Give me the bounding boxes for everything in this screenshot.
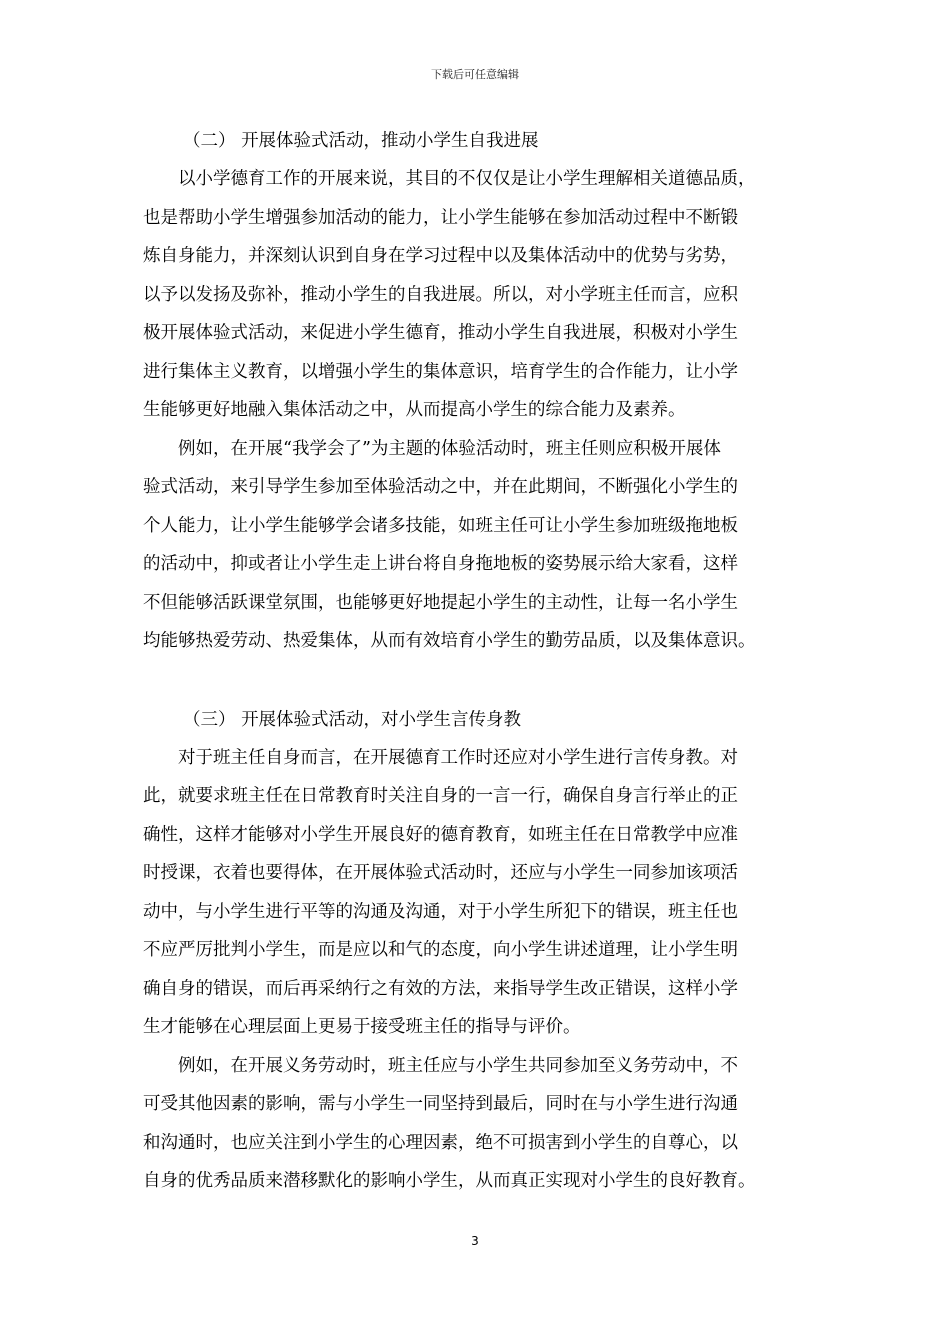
section-3 [143,701,819,1201]
paragraph: 例如，在开展义务劳动时，班主任应与小学生共同参加至义务劳动中，不 可受其他因素的影响，需与小学生一同坚持到最后，同时在与小学生进行沟通 和沟通时，也应关注到小学生的心理因素，绝不可损害到小学生的自尊心，以 自身的优秀品质来潜移默化的影响小学生，从而真正实现对小学生的良好教育。 [143,1055,756,1191]
paragraph: 例如，在开展“我学会了”为主题的体验活动时，班主任则应积极开展体 验式活动，来引导学生参加至体验活动之中，并在此期间，不断强化小学生的 个人能力，让小学生能够学会诸多技能，如班主任可让小学生参加班级拖地板 的活动中，抑或者让小学生走上讲台将自身拖地板的姿势展示给大家看，这样 不但能够活跃课堂氛围，也能够更好地提起小学生的主动性，让每一名小学生 均能够热爱劳动、热爱集体，从而有效培育小学生的勤劳品质，以及集体意识。 [143,438,756,651]
page-header: 下载后可任意编辑 [431,68,519,81]
paragraph: 对于班主任自身而言，在开展德育工作时还应对小学生进行言传身教。对 此，就要求班主任在日常教育时关注自身的一言一行，确保自身言行举止的正 确性，这样才能够对小学生开展良好的德育教育，如班主任在日常教学中应准 时授课，衣着也要得体，在开展体验式活动时，还应与小学生一同参加该项活 动中，与小学生进行平等的沟通及沟通，对于小学生所犯下的错误，班主任也 不应严厉批判小学生，而是应以和气的态度，向小学生讲述道理，让小学生明 确自身的错误，而后再采纳行之有效的方法，来指导学生改正错误，这样小学 生才能够在心理层面上更易于接受班主任的指导与评价。 [143,747,738,1037]
section-heading: （二） 开展体验式活动，推动小学生自我进展 [183,131,539,151]
document-body [143,122,819,1201]
section-heading: （三） 开展体验式活动，对小学生言传身教 [183,709,522,730]
page-number: 3 [471,1234,479,1248]
paragraph: 以小学德育工作的开展来说，其目的不仅仅是让小学生理解相关道德品质， 也是帮助小学生增强参加活动的能力，让小学生能够在参加活动过程中不断锻 炼自身能力，并深刻认识到自身在学习过程中以及集体活动中的优势与劣势， 以予以发扬及弥补，推动小学生的自我进展。所以，对小学班主任而言，应积 极开展体验式活动，来促进小学生德育，推动小学生自我进展，积极对小学生 进行集体主义教育，以增强小学生的集体意识，培育学生的合作能力，让小学 生能够更好地融入集体活动之中，从而提高小学生的综合能力及素养。 [143,169,756,420]
section-2 [143,122,819,661]
section-spacer [143,661,819,701]
